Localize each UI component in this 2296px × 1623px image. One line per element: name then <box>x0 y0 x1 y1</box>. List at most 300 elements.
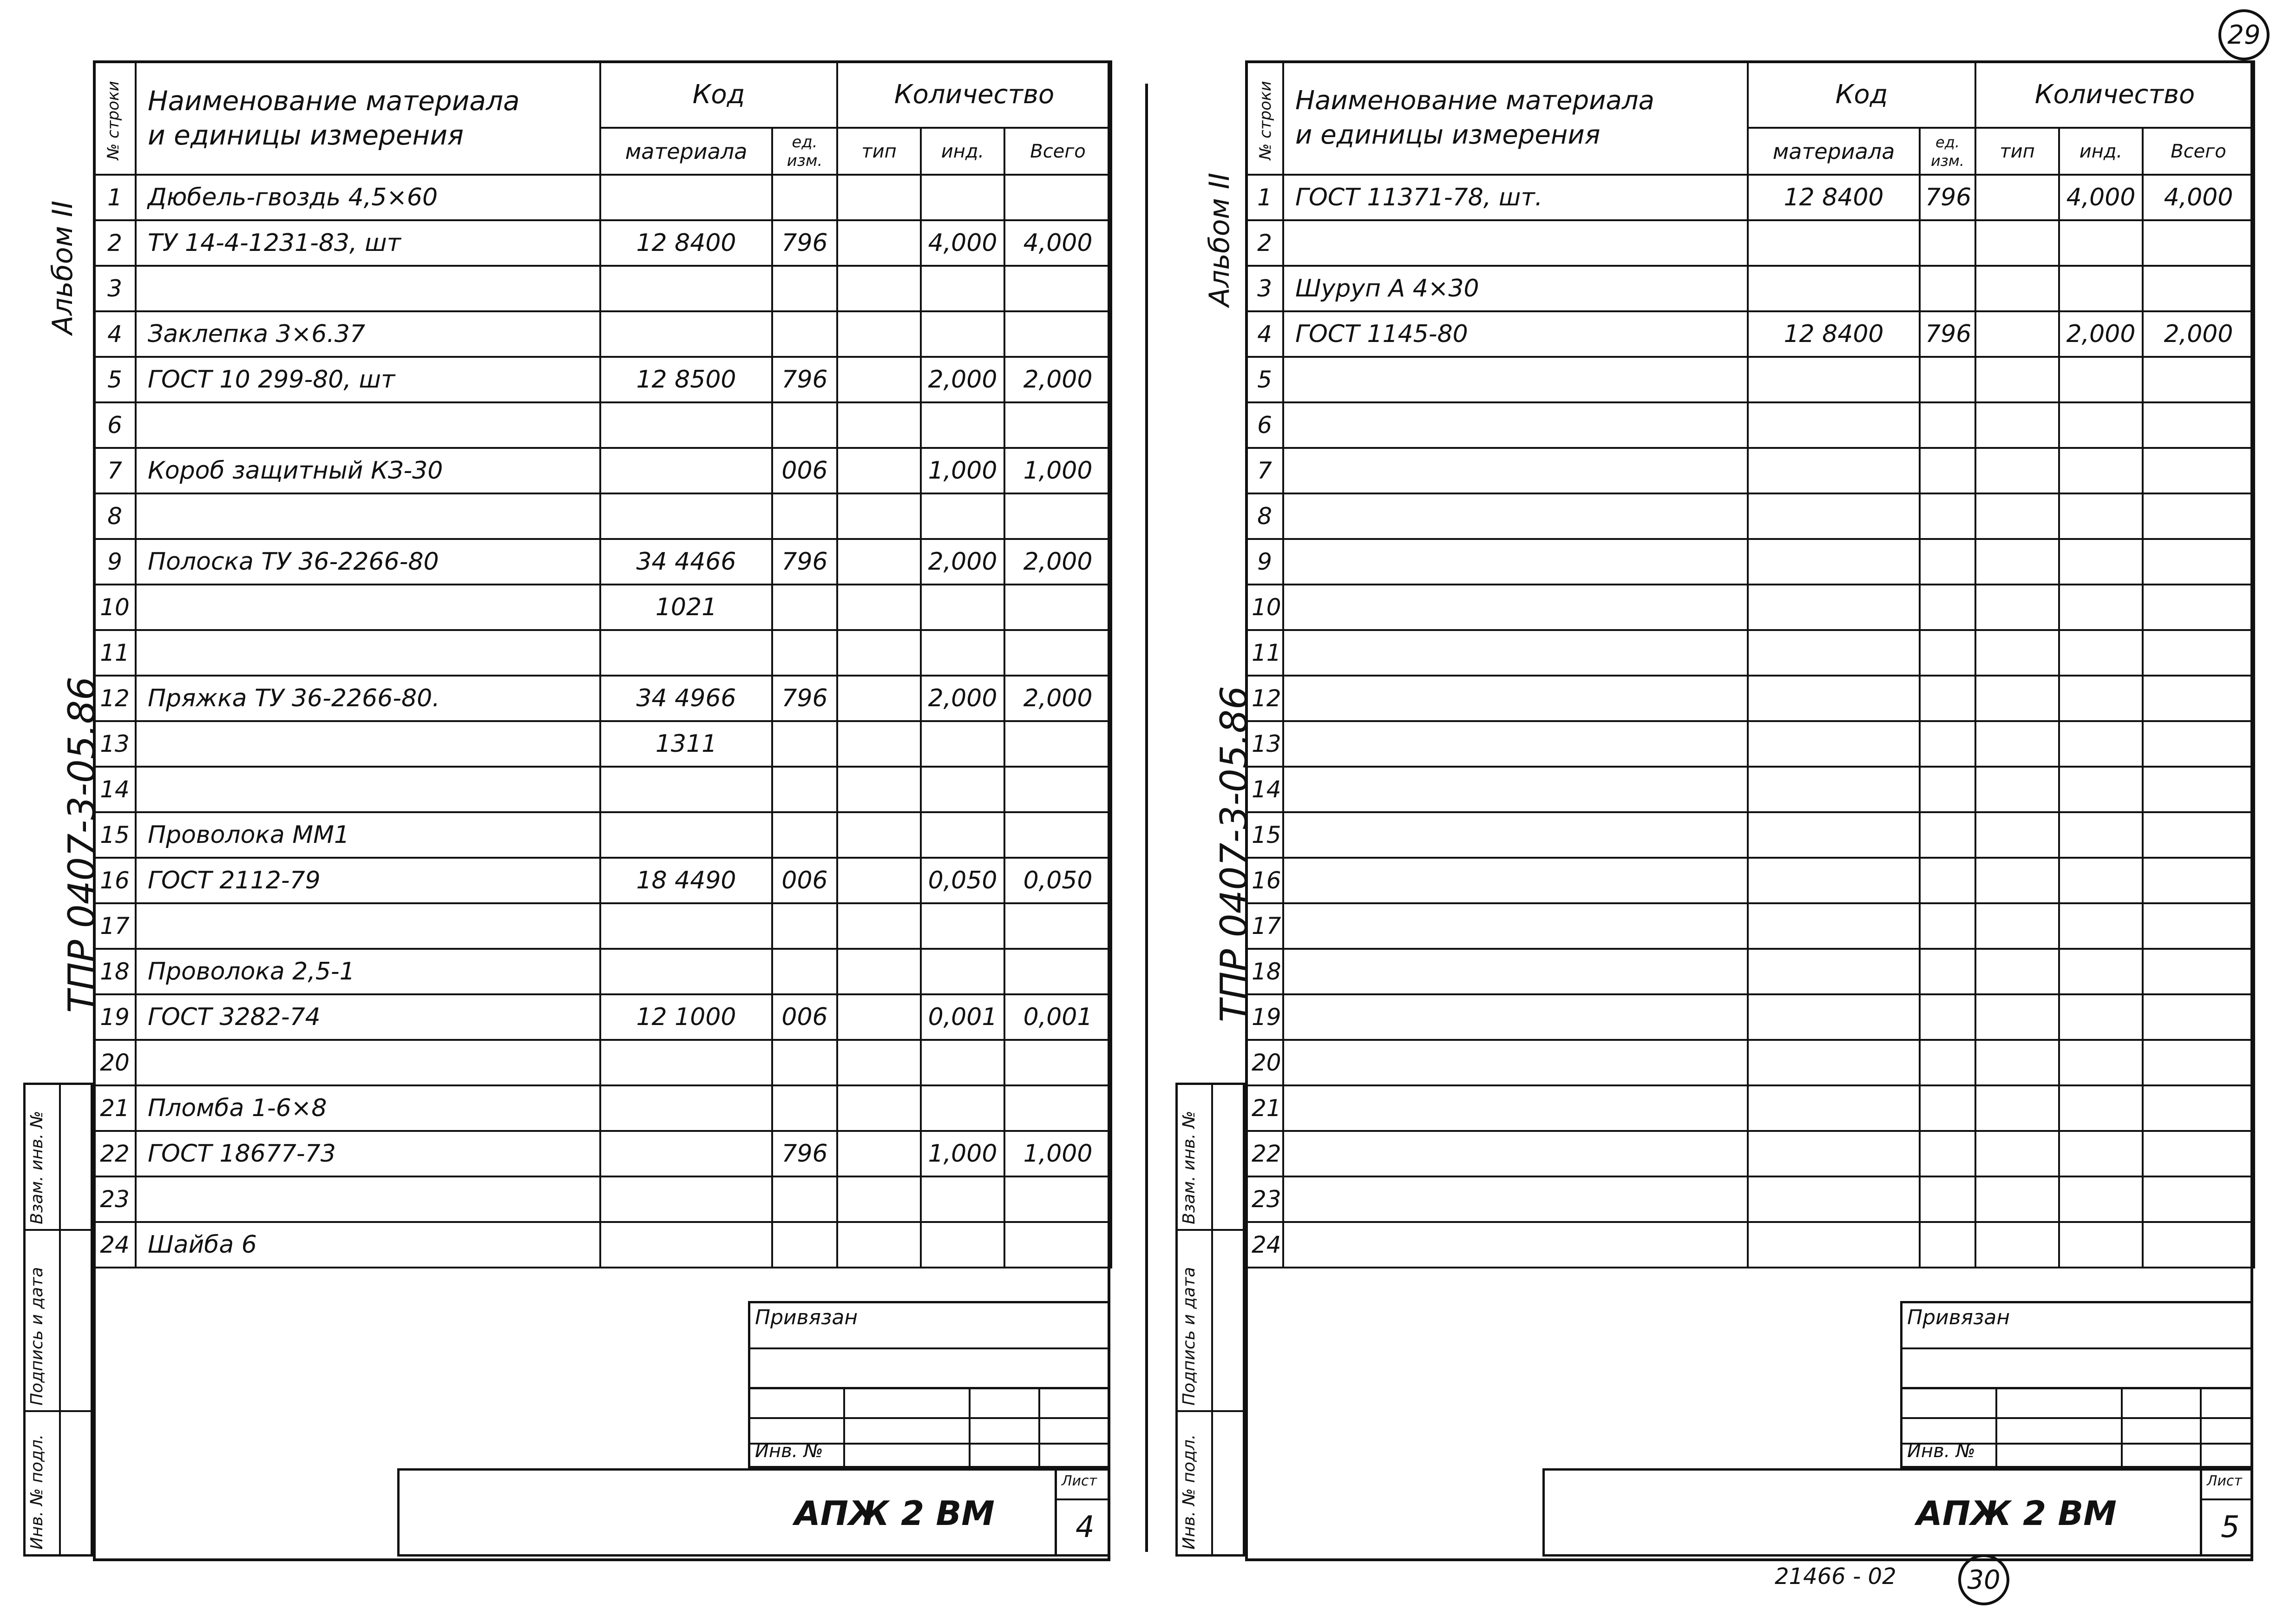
left-col-qty-header: Количество <box>837 61 1111 128</box>
right-title-block <box>1900 1301 2253 1389</box>
left-table-row <box>94 357 1111 402</box>
right-cell-material-name <box>1283 1131 1748 1176</box>
left-cell-unit-code <box>772 812 837 858</box>
right-cell-material-code: 12 8400 <box>1748 175 1920 220</box>
right-cell-row-number: 22 <box>1246 1131 1283 1176</box>
left-cell-material-name <box>136 493 600 539</box>
right-cell-unit-code <box>1920 949 1975 994</box>
right-cell-material-code <box>1748 721 1920 767</box>
left-table-row <box>94 539 1111 585</box>
right-side-label-vzam: Взам. инв. № <box>1180 1110 1199 1224</box>
left-cell-qty-typ <box>837 1222 921 1268</box>
right-cell-material-code <box>1748 630 1920 676</box>
right-cell-material-code <box>1748 1176 1920 1222</box>
left-cell-qty-total: 0,050 <box>1004 858 1111 903</box>
left-cell-material-name: Полоска ТУ 36-2266-80 <box>136 539 600 585</box>
left-cell-row-number: 16 <box>94 858 136 903</box>
right-cell-qty-total <box>2143 949 2254 994</box>
left-cell-row-number: 8 <box>94 493 136 539</box>
left-table-row <box>94 903 1111 949</box>
left-cell-qty-typ <box>837 676 921 721</box>
left-cell-qty-typ <box>837 539 921 585</box>
right-cell-qty-typ <box>1975 994 2059 1040</box>
left-cell-material-code: 12 8400 <box>600 220 772 266</box>
right-cell-qty-total <box>2143 357 2254 402</box>
left-cell-unit-code <box>772 1040 837 1085</box>
right-cell-row-number: 12 <box>1246 676 1283 721</box>
right-cell-row-number: 19 <box>1246 994 1283 1040</box>
right-col-unit: ед. изм. <box>1920 128 1975 175</box>
right-cell-qty-ind <box>2059 949 2143 994</box>
left-cell-qty-total <box>1004 949 1111 994</box>
right-cell-material-code <box>1748 266 1920 311</box>
right-col-material: материала <box>1748 128 1920 175</box>
right-cell-qty-ind <box>2059 903 2143 949</box>
right-album-label: Альбом II <box>1203 172 1236 307</box>
left-table-row <box>94 585 1111 630</box>
right-cell-material-code <box>1748 585 1920 630</box>
left-cell-qty-total: 1,000 <box>1004 1131 1111 1176</box>
right-list-label: Лист <box>2207 1473 2243 1489</box>
right-cell-qty-ind <box>2059 402 2143 448</box>
right-cell-material-name <box>1283 767 1748 812</box>
right-cell-qty-ind: 2,000 <box>2059 311 2143 357</box>
right-cell-material-code <box>1748 1131 1920 1176</box>
right-table-row <box>1246 357 2254 402</box>
left-cell-qty-ind <box>921 585 1004 630</box>
right-cell-qty-ind <box>2059 357 2143 402</box>
left-table-row <box>94 767 1111 812</box>
left-cell-material-code: 18 4490 <box>600 858 772 903</box>
right-cell-qty-total <box>2143 1085 2254 1131</box>
right-cell-unit-code <box>1920 767 1975 812</box>
left-cell-material-name <box>136 903 600 949</box>
right-table-row <box>1246 493 2254 539</box>
binding-fold-line <box>1145 84 1148 1552</box>
left-cell-material-name <box>136 767 600 812</box>
left-cell-qty-ind: 2,000 <box>921 539 1004 585</box>
left-cell-material-code <box>600 1085 772 1131</box>
right-cell-row-number: 1 <box>1246 175 1283 220</box>
left-table-row <box>94 1222 1111 1268</box>
right-cell-qty-ind <box>2059 220 2143 266</box>
right-table-row <box>1246 175 2254 220</box>
left-cell-row-number: 3 <box>94 266 136 311</box>
left-table-row <box>94 1176 1111 1222</box>
right-col-ind: инд. <box>2059 128 2143 175</box>
left-cell-material-code <box>600 812 772 858</box>
left-cell-row-number: 24 <box>94 1222 136 1268</box>
left-album-label: Альбом II <box>46 200 79 335</box>
right-cell-material-code <box>1748 949 1920 994</box>
right-spec-table <box>1245 60 2255 1268</box>
right-cell-qty-ind <box>2059 1085 2143 1131</box>
right-table-row <box>1246 539 2254 585</box>
right-cell-material-name <box>1283 721 1748 767</box>
left-side-label-vzam: Взам. инв. № <box>27 1110 46 1224</box>
right-cell-qty-ind <box>2059 994 2143 1040</box>
left-cell-qty-ind <box>921 311 1004 357</box>
left-cell-material-name: ГОСТ 2112-79 <box>136 858 600 903</box>
right-table-row <box>1246 721 2254 767</box>
left-cell-qty-total <box>1004 493 1111 539</box>
right-table-row <box>1246 585 2254 630</box>
left-cell-row-number: 10 <box>94 585 136 630</box>
left-cell-qty-typ <box>837 767 921 812</box>
left-cell-qty-typ <box>837 493 921 539</box>
right-table-row <box>1246 994 2254 1040</box>
left-cell-material-code <box>600 448 772 493</box>
right-cell-qty-total <box>2143 721 2254 767</box>
right-cell-material-code: 12 8400 <box>1748 311 1920 357</box>
left-cell-material-name <box>136 402 600 448</box>
left-cell-qty-typ <box>837 1131 921 1176</box>
left-cell-material-name: ТУ 14-4-1231-83, шт <box>136 220 600 266</box>
left-cell-qty-typ <box>837 994 921 1040</box>
right-cell-qty-total <box>2143 1222 2254 1268</box>
right-cell-unit-code <box>1920 493 1975 539</box>
right-cell-material-name: Шуруп А 4×30 <box>1283 266 1748 311</box>
right-cell-unit-code <box>1920 630 1975 676</box>
right-side-label-sign: Подпись и дата <box>1180 1267 1199 1406</box>
left-cell-material-code <box>600 175 772 220</box>
left-cell-material-name <box>136 266 600 311</box>
left-col-rowno-header: № строки <box>94 61 136 175</box>
left-cell-material-name: Шайба 6 <box>136 1222 600 1268</box>
right-cell-qty-ind <box>2059 1176 2143 1222</box>
right-cell-material-name <box>1283 1222 1748 1268</box>
left-cell-qty-typ <box>837 1176 921 1222</box>
left-cell-qty-ind <box>921 630 1004 676</box>
right-cell-qty-typ <box>1975 175 2059 220</box>
left-cell-material-code: 1311 <box>600 721 772 767</box>
right-cell-row-number: 2 <box>1246 220 1283 266</box>
right-cell-qty-total <box>2143 448 2254 493</box>
left-cell-qty-ind <box>921 721 1004 767</box>
left-table-row <box>94 311 1111 357</box>
left-cell-unit-code <box>772 767 837 812</box>
right-cell-unit-code <box>1920 539 1975 585</box>
right-cell-unit-code <box>1920 402 1975 448</box>
right-doc-code: ТПР 0407-3-05.86 <box>1213 686 1256 1022</box>
right-cell-row-number: 16 <box>1246 858 1283 903</box>
left-cell-material-code <box>600 949 772 994</box>
left-cell-qty-total <box>1004 1222 1111 1268</box>
right-cell-material-name <box>1283 1085 1748 1131</box>
right-cell-qty-ind <box>2059 1131 2143 1176</box>
left-cell-row-number: 14 <box>94 767 136 812</box>
left-grid-block <box>748 1387 1110 1468</box>
left-cell-qty-total <box>1004 1176 1111 1222</box>
left-cell-qty-typ <box>837 812 921 858</box>
right-cell-qty-typ <box>1975 493 2059 539</box>
left-cell-unit-code <box>772 493 837 539</box>
left-cell-material-name: ГОСТ 10 299-80, шт <box>136 357 600 402</box>
left-cell-row-number: 4 <box>94 311 136 357</box>
left-cell-unit-code: 796 <box>772 220 837 266</box>
right-cell-material-name <box>1283 1176 1748 1222</box>
right-cell-qty-total <box>2143 402 2254 448</box>
left-table-row <box>94 175 1111 220</box>
right-cell-unit-code: 796 <box>1920 311 1975 357</box>
left-cell-qty-total <box>1004 311 1111 357</box>
left-cell-qty-total: 4,000 <box>1004 220 1111 266</box>
right-cell-qty-typ <box>1975 1176 2059 1222</box>
left-table-row <box>94 220 1111 266</box>
right-cell-qty-ind <box>2059 493 2143 539</box>
left-cell-qty-total <box>1004 266 1111 311</box>
left-cell-unit-code <box>772 630 837 676</box>
left-cell-row-number: 6 <box>94 402 136 448</box>
left-cell-unit-code: 006 <box>772 858 837 903</box>
right-cell-qty-ind <box>2059 812 2143 858</box>
right-cell-unit-code <box>1920 1176 1975 1222</box>
left-cell-qty-total <box>1004 812 1111 858</box>
left-cell-qty-total <box>1004 721 1111 767</box>
left-cell-qty-typ <box>837 858 921 903</box>
left-cell-material-code <box>600 903 772 949</box>
left-cell-qty-typ <box>837 1085 921 1131</box>
left-cell-qty-typ <box>837 949 921 994</box>
left-cell-material-code <box>600 1040 772 1085</box>
right-table-row <box>1246 448 2254 493</box>
left-cell-material-code <box>600 1222 772 1268</box>
right-cell-unit-code <box>1920 266 1975 311</box>
right-col-code-header: Код <box>1748 61 1975 128</box>
left-cell-qty-total <box>1004 1085 1111 1131</box>
left-cell-row-number: 15 <box>94 812 136 858</box>
left-cell-qty-ind <box>921 903 1004 949</box>
right-cell-unit-code <box>1920 858 1975 903</box>
left-cell-row-number: 5 <box>94 357 136 402</box>
left-doc-code: ТПР 0407-3-05.86 <box>60 677 104 1013</box>
left-table-row <box>94 949 1111 994</box>
page-number-circle-bottom <box>1958 1554 2009 1605</box>
left-cell-row-number: 21 <box>94 1085 136 1131</box>
right-cell-qty-typ <box>1975 721 2059 767</box>
left-cell-row-number: 12 <box>94 676 136 721</box>
right-table-row <box>1246 402 2254 448</box>
right-drawing-title: АПЖ 2 ВМ <box>1916 1494 2117 1533</box>
left-col-unit: ед. изм. <box>772 128 837 175</box>
left-cell-qty-ind <box>921 1222 1004 1268</box>
left-sheet-number: 4 <box>1076 1510 1095 1544</box>
left-table-row <box>94 676 1111 721</box>
right-cell-qty-total <box>2143 994 2254 1040</box>
left-table-row <box>94 448 1111 493</box>
right-cell-row-number: 18 <box>1246 949 1283 994</box>
right-cell-unit-code <box>1920 1085 1975 1131</box>
left-cell-qty-ind: 2,000 <box>921 357 1004 402</box>
left-cell-row-number: 18 <box>94 949 136 994</box>
left-cell-material-name: Пряжка ТУ 36-2266-80. <box>136 676 600 721</box>
left-cell-material-code <box>600 1176 772 1222</box>
left-cell-unit-code <box>772 266 837 311</box>
right-cell-material-code <box>1748 402 1920 448</box>
left-cell-qty-ind <box>921 1040 1004 1085</box>
right-grid-block <box>1900 1387 2253 1468</box>
left-title-block <box>748 1301 1110 1389</box>
left-cell-qty-total <box>1004 175 1111 220</box>
right-cell-qty-total <box>2143 1176 2254 1222</box>
left-col-total: Всего <box>1004 128 1111 175</box>
left-cell-qty-total: 1,000 <box>1004 448 1111 493</box>
right-cell-qty-typ <box>1975 1222 2059 1268</box>
left-cell-row-number: 17 <box>94 903 136 949</box>
left-cell-qty-total: 0,001 <box>1004 994 1111 1040</box>
left-cell-row-number: 1 <box>94 175 136 220</box>
left-inv-no-label: Инв. № <box>755 1440 823 1462</box>
right-cell-qty-typ <box>1975 767 2059 812</box>
left-cell-qty-ind <box>921 949 1004 994</box>
left-cell-material-code <box>600 1131 772 1176</box>
left-table-row <box>94 1040 1111 1085</box>
left-cell-material-name: Заклепка 3×6.37 <box>136 311 600 357</box>
left-cell-qty-ind: 4,000 <box>921 220 1004 266</box>
left-cell-qty-typ <box>837 630 921 676</box>
left-cell-qty-ind <box>921 767 1004 812</box>
left-cell-qty-ind <box>921 1176 1004 1222</box>
right-cell-material-code <box>1748 493 1920 539</box>
right-cell-unit-code <box>1920 220 1975 266</box>
right-cell-qty-ind <box>2059 858 2143 903</box>
left-table-row <box>94 1085 1111 1131</box>
left-cell-material-code <box>600 767 772 812</box>
right-cell-unit-code <box>1920 448 1975 493</box>
left-cell-material-code: 34 4966 <box>600 676 772 721</box>
left-table-row <box>94 630 1111 676</box>
right-cell-qty-typ <box>1975 630 2059 676</box>
left-cell-qty-total <box>1004 630 1111 676</box>
right-table-row <box>1246 858 2254 903</box>
right-sheet-number: 5 <box>2221 1510 2240 1544</box>
right-cell-material-code <box>1748 448 1920 493</box>
right-cell-qty-typ <box>1975 1085 2059 1131</box>
left-cell-material-code: 12 1000 <box>600 994 772 1040</box>
left-cell-unit-code <box>772 585 837 630</box>
left-cell-unit-code: 796 <box>772 676 837 721</box>
right-table-row <box>1246 1222 2254 1268</box>
left-cell-material-name <box>136 630 600 676</box>
right-cell-qty-typ <box>1975 311 2059 357</box>
right-cell-qty-typ <box>1975 949 2059 994</box>
left-cell-unit-code <box>772 949 837 994</box>
right-cell-row-number: 20 <box>1246 1040 1283 1085</box>
right-cell-qty-total <box>2143 812 2254 858</box>
right-table-row <box>1246 220 2254 266</box>
left-cell-qty-typ <box>837 585 921 630</box>
right-cell-material-code <box>1748 1085 1920 1131</box>
left-cell-row-number: 23 <box>94 1176 136 1222</box>
left-cell-qty-typ <box>837 220 921 266</box>
right-cell-material-code <box>1748 903 1920 949</box>
left-drawing-title: АПЖ 2 ВМ <box>794 1494 995 1533</box>
left-table-row <box>94 266 1111 311</box>
right-cell-material-code <box>1748 676 1920 721</box>
right-inv-no-label: Инв. № <box>1907 1440 1975 1462</box>
left-cell-unit-code <box>772 721 837 767</box>
left-cell-material-code: 1021 <box>600 585 772 630</box>
right-cell-row-number: 11 <box>1246 630 1283 676</box>
right-cell-material-name <box>1283 676 1748 721</box>
left-cell-qty-total: 2,000 <box>1004 676 1111 721</box>
right-table-row <box>1246 1131 2254 1176</box>
right-cell-qty-total <box>2143 676 2254 721</box>
right-cell-qty-ind <box>2059 676 2143 721</box>
left-cell-unit-code <box>772 402 837 448</box>
right-col-typ: тип <box>1975 128 2059 175</box>
right-cell-qty-typ <box>1975 858 2059 903</box>
left-cell-material-name: Дюбель-гвоздь 4,5×60 <box>136 175 600 220</box>
right-table-row <box>1246 311 2254 357</box>
left-col-ind: инд. <box>921 128 1004 175</box>
left-cell-row-number: 19 <box>94 994 136 1040</box>
right-cell-row-number: 8 <box>1246 493 1283 539</box>
right-cell-qty-ind <box>2059 1040 2143 1085</box>
left-cell-qty-ind: 1,000 <box>921 1131 1004 1176</box>
right-cell-material-name <box>1283 402 1748 448</box>
right-cell-qty-total <box>2143 767 2254 812</box>
right-cell-qty-ind <box>2059 1222 2143 1268</box>
right-cell-row-number: 15 <box>1246 812 1283 858</box>
left-cell-row-number: 20 <box>94 1040 136 1085</box>
page-number-top: 29 <box>2227 20 2261 50</box>
right-cell-material-code <box>1748 220 1920 266</box>
right-cell-row-number: 14 <box>1246 767 1283 812</box>
right-table-row <box>1246 1085 2254 1131</box>
left-cell-unit-code: 006 <box>772 448 837 493</box>
left-cell-unit-code <box>772 1222 837 1268</box>
right-cell-qty-typ <box>1975 448 2059 493</box>
left-cell-qty-total <box>1004 903 1111 949</box>
right-col-rowno-header: № строки <box>1246 61 1283 175</box>
left-table-row <box>94 493 1111 539</box>
page-number-circle-top <box>2218 9 2270 60</box>
left-cell-qty-total: 2,000 <box>1004 357 1111 402</box>
left-side-stamp <box>23 1083 93 1557</box>
right-cell-material-name: ГОСТ 11371-78, шт. <box>1283 175 1748 220</box>
left-cell-material-name: ГОСТ 3282-74 <box>136 994 600 1040</box>
left-cell-qty-typ <box>837 903 921 949</box>
right-cell-row-number: 23 <box>1246 1176 1283 1222</box>
left-cell-material-name: Короб защитный КЗ-30 <box>136 448 600 493</box>
right-cell-qty-ind <box>2059 630 2143 676</box>
right-table-row <box>1246 676 2254 721</box>
left-cell-material-code: 34 4466 <box>600 539 772 585</box>
left-cell-qty-ind <box>921 402 1004 448</box>
right-table-row <box>1246 266 2254 311</box>
right-cell-qty-total: 4,000 <box>2143 175 2254 220</box>
left-cell-row-number: 13 <box>94 721 136 767</box>
right-cell-unit-code <box>1920 357 1975 402</box>
right-cell-material-name <box>1283 994 1748 1040</box>
right-cell-qty-total <box>2143 1131 2254 1176</box>
left-cell-material-name <box>136 585 600 630</box>
left-cell-row-number: 2 <box>94 220 136 266</box>
right-cell-row-number: 13 <box>1246 721 1283 767</box>
right-col-qty-header: Количество <box>1975 61 2254 128</box>
right-cell-unit-code <box>1920 812 1975 858</box>
right-cell-qty-total <box>2143 493 2254 539</box>
left-table-row <box>94 994 1111 1040</box>
left-cell-row-number: 7 <box>94 448 136 493</box>
left-cell-unit-code <box>772 1176 837 1222</box>
right-cell-material-name <box>1283 858 1748 903</box>
right-cell-unit-code <box>1920 903 1975 949</box>
left-cell-material-code <box>600 266 772 311</box>
left-cell-qty-typ <box>837 721 921 767</box>
right-table-row <box>1246 1040 2254 1085</box>
